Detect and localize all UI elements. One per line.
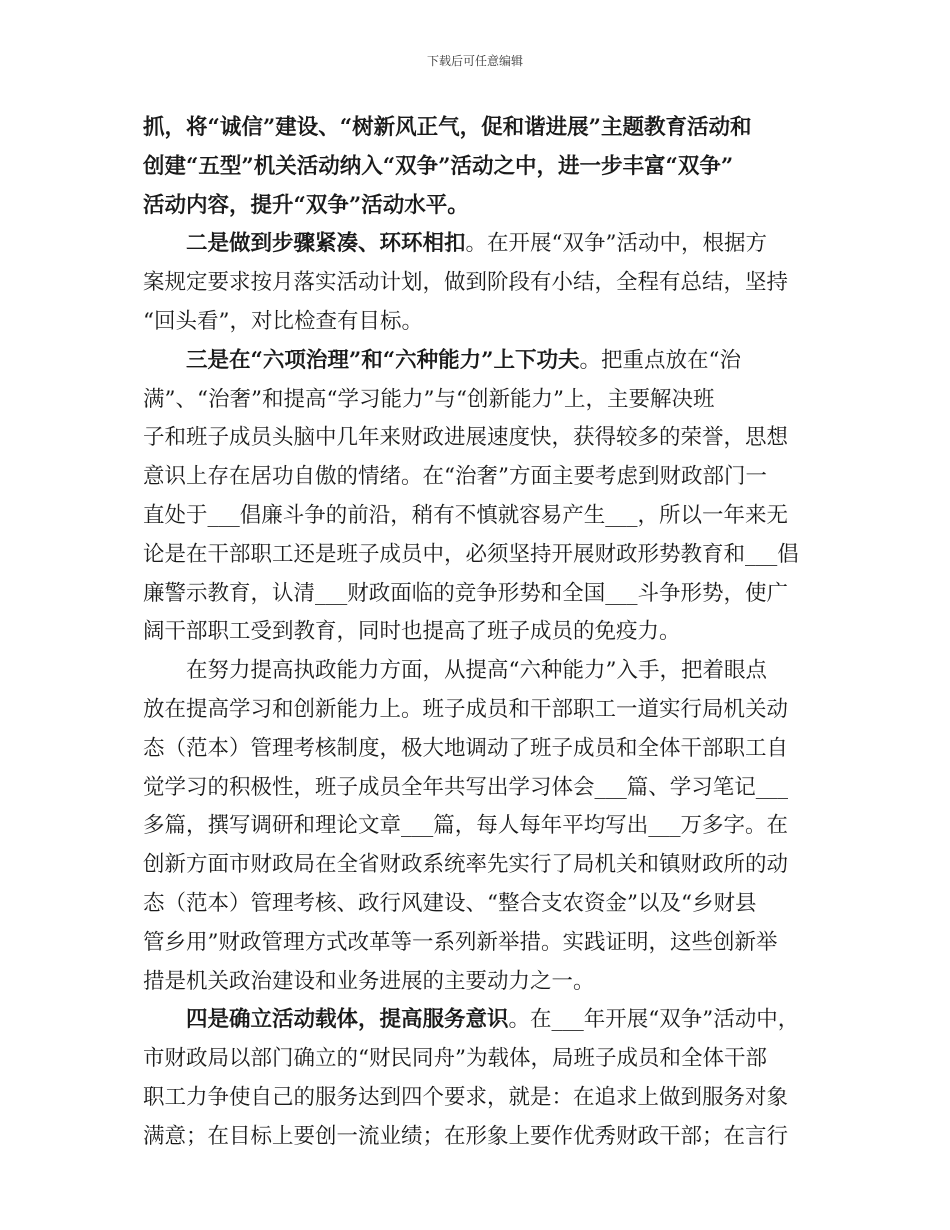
text-line: 态（范本）管理考核制度，极大地调动了班子成员和全体干部职工自 [143,735,789,761]
text-line: 活动内容，提升“双争”活动水平。 [143,192,469,218]
text-line: 廉警示教育，认清___财政面临的竞争形势和全国___斗争形势，使广 [143,580,789,606]
text-line: “回头看”，对比检查有目标。 [143,308,423,334]
text-line: 市财政局以部门确立的“财民同舟”为载体，局班子成员和全体干部 [143,1046,767,1072]
text-run: 。在开展“双争”活动中，根据方 [465,231,767,257]
text-line: 阔干部职工受到教育，同时也提高了班子成员的免疫力。 [143,619,681,645]
text-line: 放在提高学习和创新能力上。班子成员和干部职工一道实行局机关动 [143,696,789,722]
text-line: 管乡用”财政管理方式改革等一系列新举措。实践证明，这些创新举 [143,929,778,955]
text-line [143,1001,818,1040]
paragraph-governing-ability [143,652,818,1001]
text-line: 觉学习的积极性，班子成员全年共写出学习体会___篇、学习笔记___ [143,774,789,800]
document-body [143,109,818,1157]
text-line [143,225,818,264]
text-line: 直处于___倡廉斗争的前沿，稍有不慎就容易产生___，所以一年来无 [143,502,789,528]
paragraph-six-governance [143,342,818,652]
paragraph-activity-content [143,109,818,225]
text-line: 抓，将“诚信”建设、“树新风正气，促和谐进展”主题教育活动和 [143,115,752,140]
text-line: 案规定要求按月落实活动计划，做到阶段有小结，全程有总结，坚持 [143,270,789,296]
text-run: 。在___年开展“双争”活动中， [508,1007,800,1033]
text-line: 职工力争使自己的服务达到四个要求，就是：在追求上做到服务对象 [143,1084,789,1110]
text-line: 创建“五型”机关活动纳入“双争”活动之中，进一步丰富“双争” [143,153,734,179]
text-line: 意识上存在居功自傲的情绪。在“治奢”方面主要考虑到财政部门一 [143,464,767,490]
text-line: 多篇，撰写调研和理论文章___篇，每人每年平均写出___万多字。在 [143,813,789,839]
paragraph-heading: 三是在“六项治理”和“六种能力”上下功夫 [186,347,580,373]
text-line: 满意；在目标上要创一流业绩；在形象上要作优秀财政干部；在言行 [143,1123,789,1149]
paragraph-heading: 四是确立活动载体，提高服务意识 [186,1007,509,1033]
text-line: 措是机关政治建设和业务进展的主要动力之一。 [143,968,595,994]
text-line: 态（范本）管理考核、政行风建设、“整合支农资金”以及“乡财县 [143,890,757,916]
text-line: 在努力提高执政能力方面，从提高“六种能力”入手，把着眼点 [186,658,767,684]
text-line: 论是在干部职工还是班子成员中，必须坚持开展财政形势教育和___倡 [143,541,799,567]
paragraph-step-by-step [143,225,818,341]
paragraph-heading: 二是做到步骤紧凑、环环相扣 [186,231,466,257]
text-line: 满”、“治奢”和提高“学习能力”与“创新能力”上，主要解决班 [143,386,715,412]
text-line: 子和班子成员头脑中几年来财政进展速度快，获得较多的荣誉，思想 [143,425,789,451]
text-line: 创新方面市财政局在全省财政系统率先实行了局机关和镇财政所的动 [143,852,789,878]
text-line [143,342,818,381]
page-header: 下载后可任意编辑 [426,54,523,68]
paragraph-activity-carrier [143,1001,818,1156]
text-run: 。把重点放在“治 [579,347,741,373]
